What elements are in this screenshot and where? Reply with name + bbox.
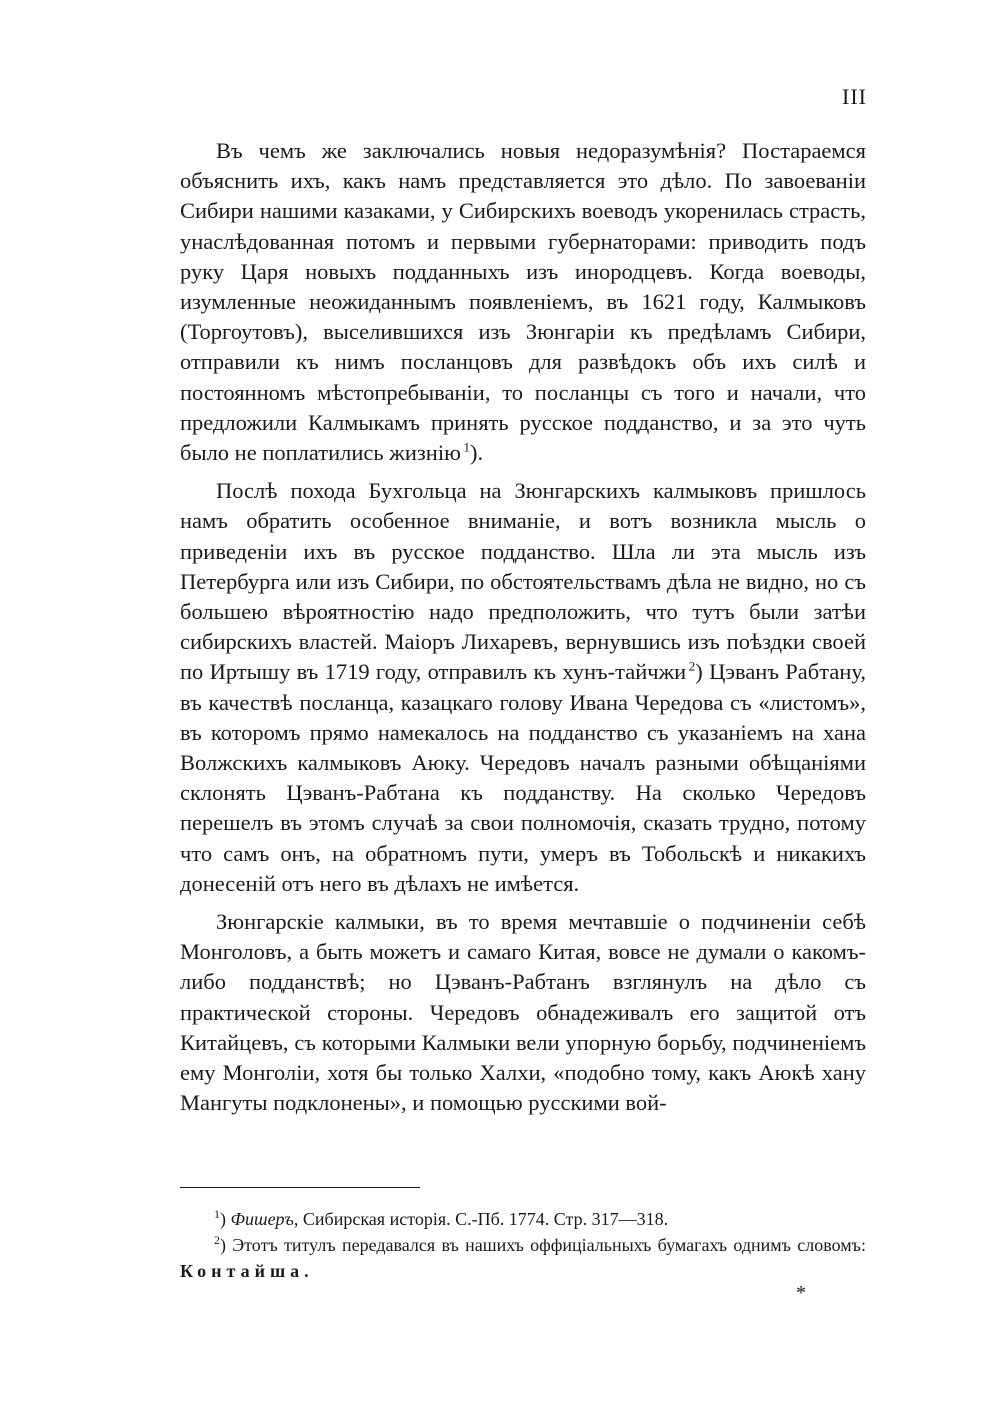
paragraph-3: Зюнгарскіе калмыки, въ то время мечтавшіе о подчиненіи себѣ Монголовъ, а быть можетъ и самаго Китая, вовсе не думали о какомъ-либо подданствѣ; но Цэванъ-Рабтанъ взглянулъ на дѣло съ практической стороны. Чередовъ обнадеживалъ его защитой отъ Китайцевъ, съ которыми Калмыки вели упорную борьбу, подчиненіемъ ему Монголіи, хотя бы только Халхи, «подобно тому, какъ Аюкѣ хану Мангуты подклонены», и помощью русскими вой- bbox=[180, 909, 866, 1116]
paragraph-2: Послѣ похода Бухгольца на Зюнгарскихъ калмыковъ пришлось намъ обратить особенное вниманіе, и вотъ возникла мысль о приведеніи ихъ въ русское подданство. Шла ли эта мысль изъ Петербурга или изъ Сибири, по обстоятельствамъ дѣла не видно, но съ большею вѣроятностію надо предположить, что тутъ были затѣи сибирскихъ властей. Маіоръ Лихаревъ, вернувшись изъ поѣздки своей по Иртышу въ 1719 году, отправилъ къ хунъ-тайчжи $^2$) Цэванъ Рабтану, въ качествѣ посланца, казацкаго голову Ивана Чередова съ «листомъ», въ которомъ прямо намекалось на подданство съ указаніемъ на хана Волжскихъ калмыковъ Аюку. Чередовъ началъ разными обѣщаніями склонять Цэванъ-Рабтана къ подданству. На сколько Чередовъ перешелъ въ этомъ случаѣ за свои полномочія, сказать трудно, потому что самъ онъ, на обратномъ пути, умеръ въ Тобольскѣ и никакихъ донесеній отъ него въ дѣлахъ не имѣется. bbox=[180, 478, 866, 896]
footnote-author: Фишеръ bbox=[230, 1209, 294, 1229]
footnote-ref-2: 2 bbox=[688, 658, 696, 674]
paragraph-1: Въ чемъ же заключались новыя недоразумѣнія? Постараемся объяснить ихъ, какъ намъ представляется это дѣло. По завоеваніи Сибири нашими казаками, у Сибирскихъ воеводъ укоренилась страсть, унаслѣдованная потомъ и первыми губернаторами: приводить подъ руку Царя новыхъ подданныхъ изъ инородцевъ. Когда воеводы, изумленные неожиданнымъ появленіемъ, въ 1621 году, Калмыковъ (Торгоутовъ), выселившихся изъ Зюнгаріи къ предѣламъ Сибири, отправили къ нимъ посланцовъ для развѣдокъ объ ихъ силѣ и постоянномъ мѣстопребываніи, то посланцы съ того и начали, что предложили Калмыкамъ принять русское подданство, и за это чуть было не поплатились жизнію $^1$). bbox=[180, 138, 866, 466]
footnote-mark: 1 bbox=[214, 1207, 220, 1221]
footnote-spaced-term: Контайша. bbox=[180, 1261, 314, 1281]
main-text bbox=[180, 136, 866, 1127]
footnote-2: $^2$) Этотъ титулъ передавался въ нашихъ оффиціальныхъ бумагахъ однимъ словомъ: Контайша. bbox=[180, 1233, 866, 1281]
footnote-mark: 2 bbox=[214, 1233, 220, 1247]
signature-mark: * bbox=[796, 1282, 806, 1304]
footnote-ref-1: 1 bbox=[463, 439, 470, 455]
footnotes bbox=[180, 1206, 866, 1284]
page-number: III bbox=[842, 84, 867, 109]
footnote-1: $^1$) Фишеръ, Сибирская исторія. С.-Пб. 1774. Стр. 317—318. bbox=[214, 1207, 669, 1229]
footnote-divider bbox=[180, 1187, 420, 1188]
